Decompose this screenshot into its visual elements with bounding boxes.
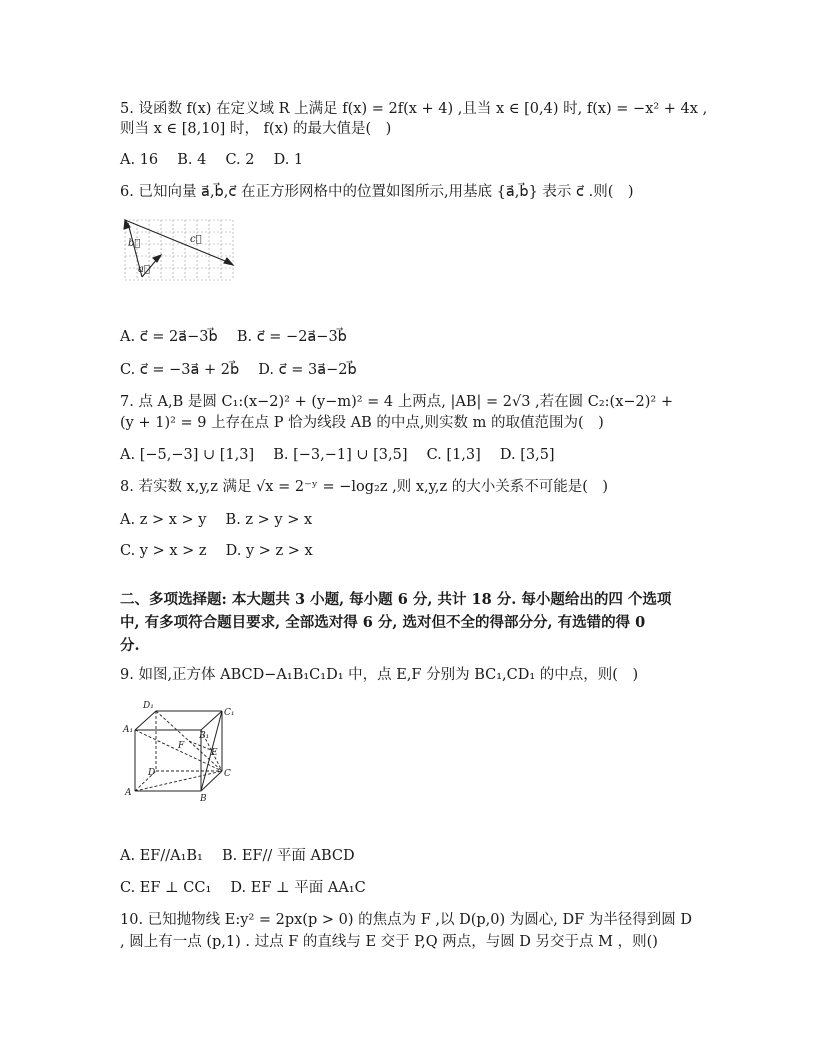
q7-stem-line2: (y + 1)² = 9 上存在点 P 恰为线段 AB 的中点,则实数 m 的取值范围为( ) xyxy=(120,415,604,431)
label-b: b⃗ xyxy=(128,238,141,249)
q5-stem-line2: 则当 x ∈ [8,10] 时， f(x) 的最大值是( ) xyxy=(120,121,392,137)
label-F: F xyxy=(178,741,185,751)
q6-options-ab: A. c⃗ = 2a⃗−3b⃗ B. c⃗ = −2a⃗−3b⃗ xyxy=(120,329,347,345)
q9-options-cd: C. EF ⊥ CC₁ D. EF ⊥ 平面 AA₁C xyxy=(120,880,366,896)
label-A1: A₁ xyxy=(123,725,134,735)
q10-stem-line1: 10. 已知抛物线 E:y² = 2px(p > 0) 的焦点为 F ,以 D(p,0) 为圆心, DF 为半径得到圆 D xyxy=(120,912,693,928)
section2-header-line1: 二、多项选择题: 本大题共 3 小题, 每小题 6 分, 共计 18 分. 每小题给出的四 个选项 xyxy=(120,591,672,608)
label-B: B xyxy=(200,794,207,802)
label-D: D xyxy=(148,768,156,778)
q7-stem-line1: 7. 点 A,B 是圆 C₁:(x−2)² + (y−m)² = 4 上两点, |AB| = 2√3 ,若在圆 C₂:(x−2)² + xyxy=(120,394,673,410)
label-c: c⃗ xyxy=(190,234,202,245)
label-B1: B₁ xyxy=(199,731,210,741)
q8-options-ab: A. z > x > y B. z > y > x xyxy=(120,512,313,528)
section2-header-line2: 中, 有多项符合题目要求, 全部选对得 6 分, 选对但不全的得部分分, 有选错的得 0 xyxy=(120,614,646,631)
label-E: E xyxy=(211,748,218,758)
q6-stem: 6. 已知向量 a⃗,b⃗,c⃗ 在正方形网格中的位置如图所示,用基底 {a⃗,b⃗} 表示 c⃗ .则( ) xyxy=(120,184,634,200)
q6-vector-grid-figure xyxy=(120,212,238,282)
vector-c-line xyxy=(125,220,230,263)
label-C: C xyxy=(224,769,231,779)
q8-stem: 8. 若实数 x,y,z 满足 √x = 2⁻ʸ = −log₂z ,则 x,y,z 的大小关系不可能是( ) xyxy=(120,479,609,495)
q7-options: A. [−5,−3] ∪ [1,3] B. [−3,−1] ∪ [3,5] C. [1,3] D. [3,5] xyxy=(120,447,555,463)
section2-header-line3: 分. xyxy=(120,637,140,654)
q10-stem-line2: , 圆上有一点 (p,1) . 过点 F 的直线与 E 交于 P,Q 两点，与圆 D 另交于点 M ，则() xyxy=(120,934,658,950)
label-a: a⃗ xyxy=(138,264,150,275)
q5-options: A. 16 B. 4 C. 2 D. 1 xyxy=(120,152,304,168)
q6-options-cd: C. c⃗ = −3a⃗ + 2b⃗ D. c⃗ = 3a⃗−2b⃗ xyxy=(120,362,357,378)
q8-options-cd: C. y > x > z D. y > z > x xyxy=(120,543,313,559)
q9-cube-figure xyxy=(120,698,240,802)
q5-stem-line1: 5. 设函数 f(x) 在定义域 R 上满足 f(x) = 2f(x + 4) ,且当 x ∈ [0,4) 时, f(x) = −x² + 4x , xyxy=(120,101,708,117)
label-C1: C₁ xyxy=(224,708,235,718)
q9-stem: 9. 如图,正方体 ABCD−A₁B₁C₁D₁ 中，点 E,F 分别为 BC₁,CD₁ 的中点，则( ) xyxy=(120,667,639,683)
label-D1: D₁ xyxy=(143,701,154,711)
q9-options-ab: A. EF//A₁B₁ B. EF// 平面 ABCD xyxy=(120,848,355,864)
label-A: A xyxy=(125,788,132,798)
vector-c-arrowhead xyxy=(224,258,233,265)
